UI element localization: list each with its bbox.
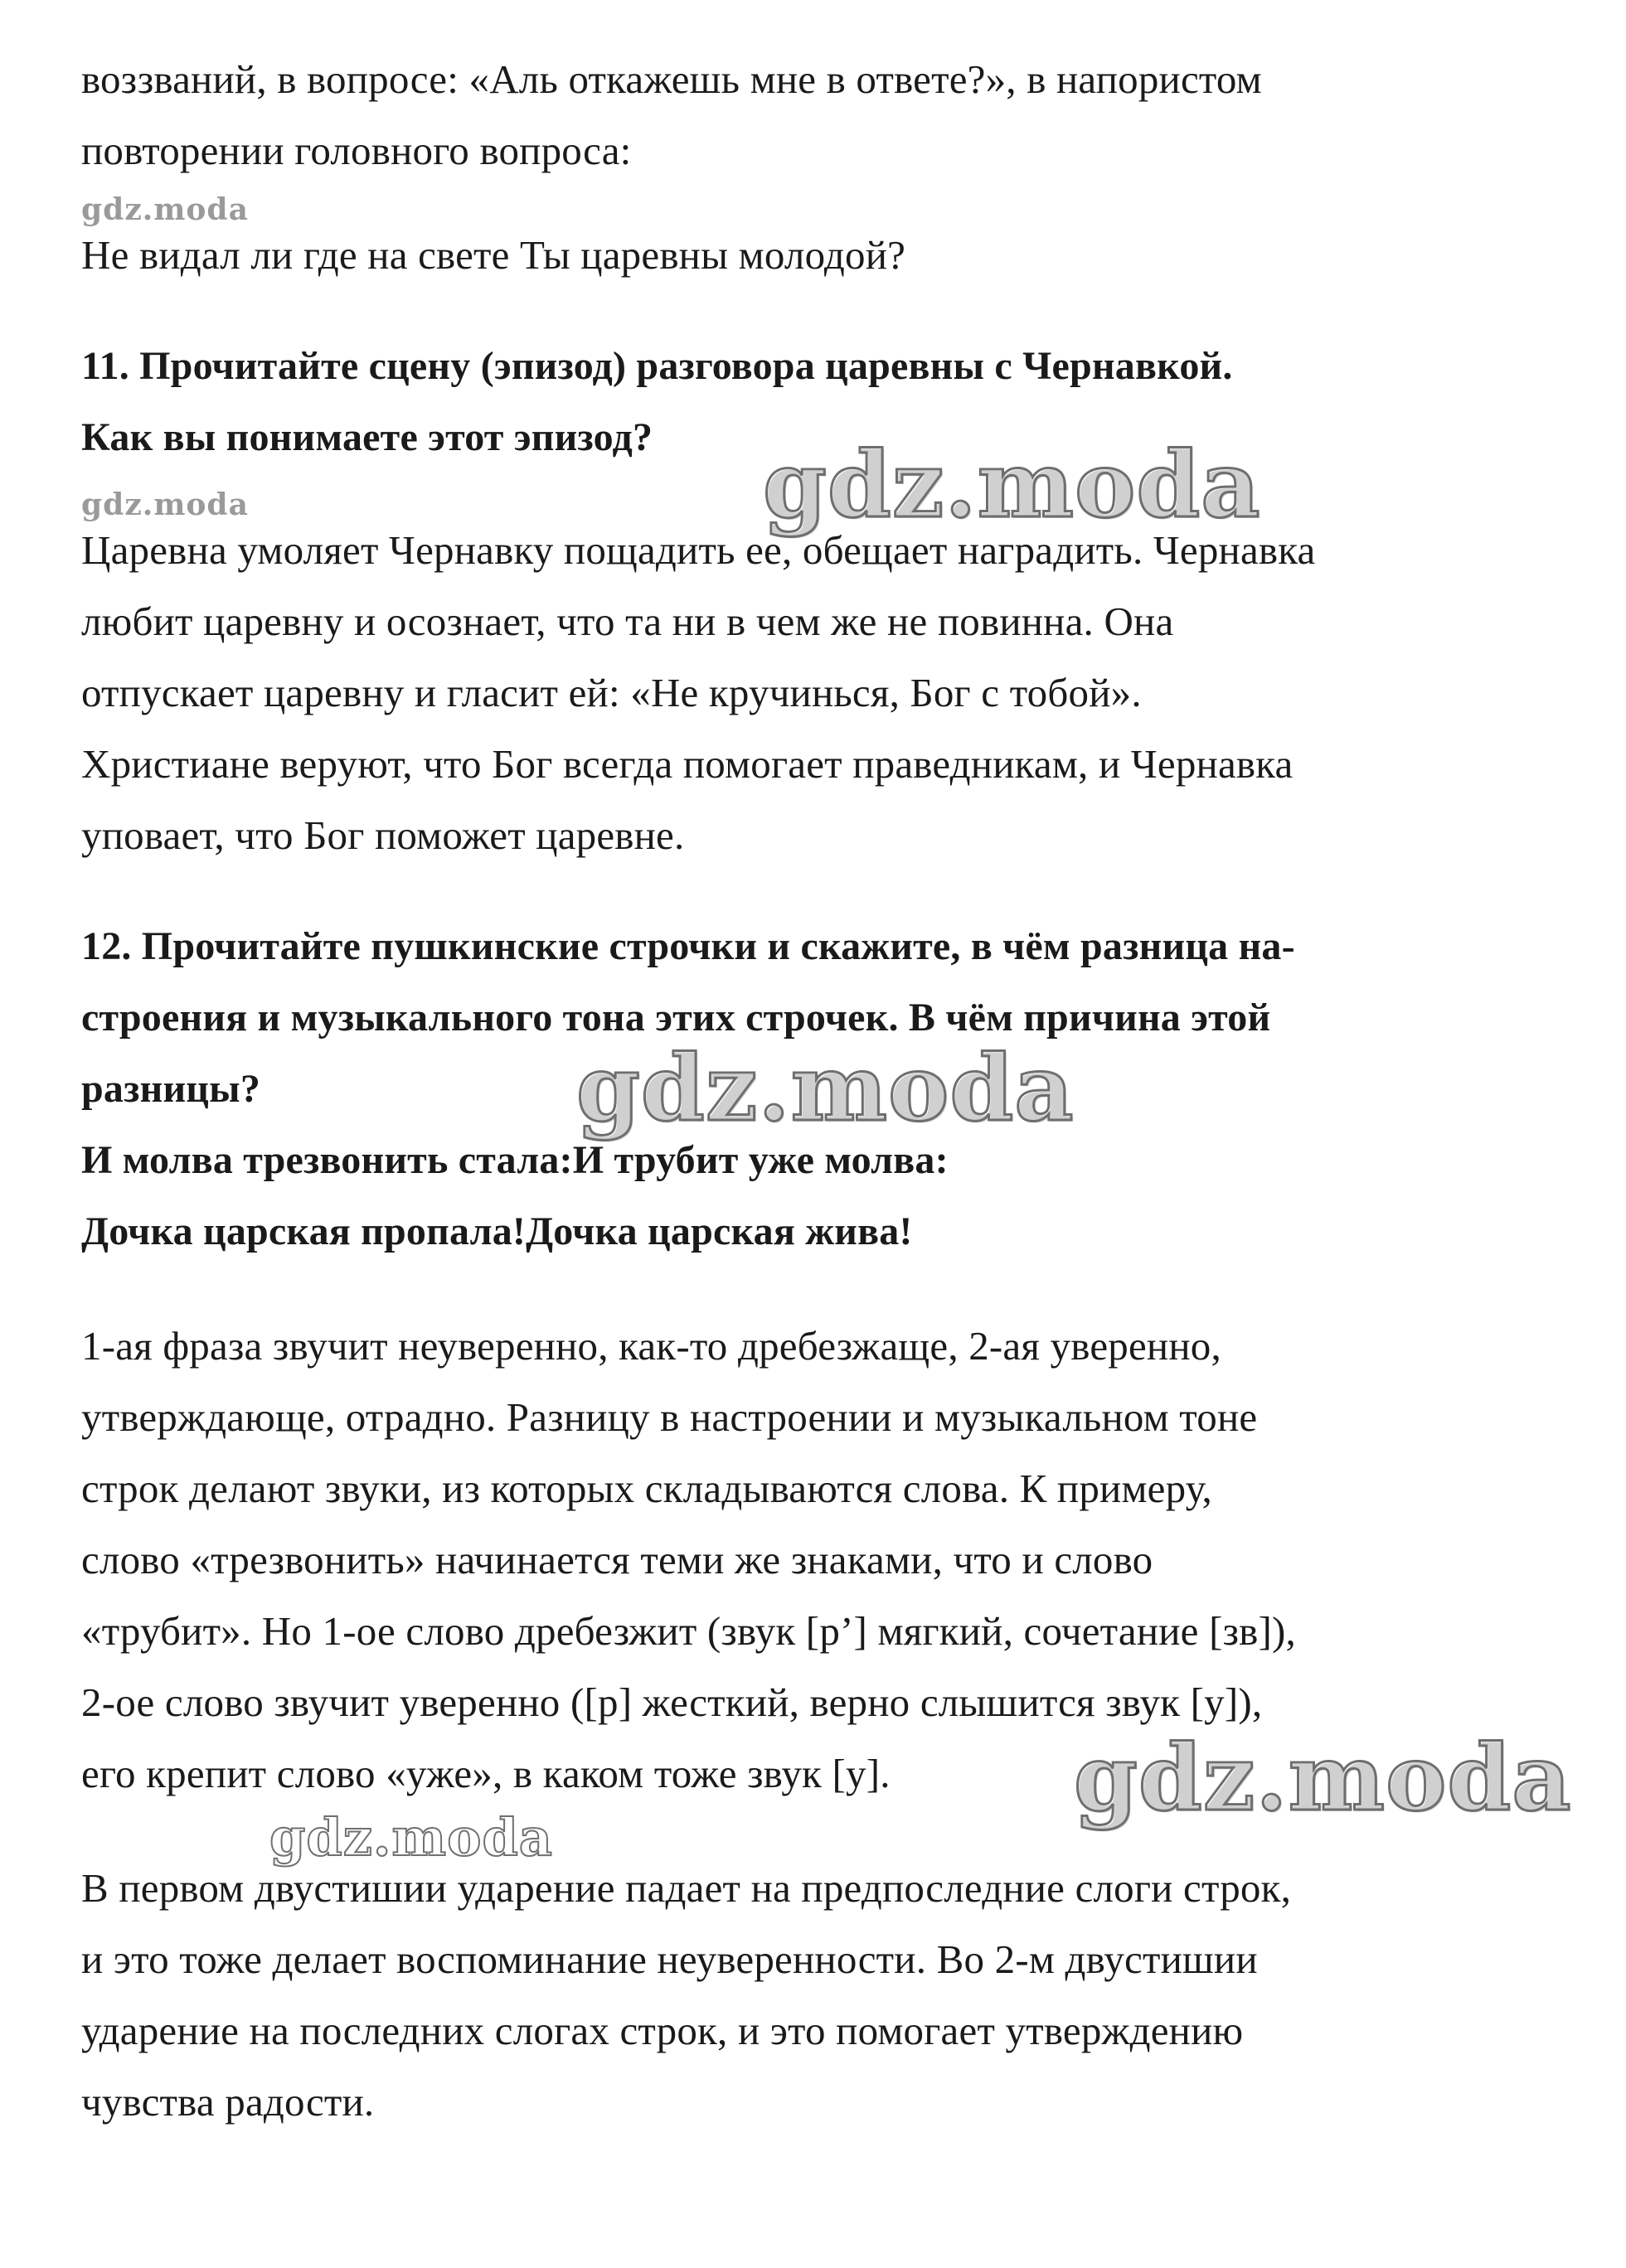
- q12-answer-line: ударение на последних слогах строк, и это помогает утверждению: [81, 2008, 1244, 2053]
- q12-answer-line: В первом двустишии ударение падает на предпоследние слоги строк,: [81, 1865, 1292, 1911]
- q11-answer-line: Царевна умоляет Чернавку пощадить ее, обещает наградить. Чернавка: [81, 527, 1316, 573]
- q12-answer-line: 1-ая фраза звучит неуверенно, как-то дребезжаще, 2-ая уверенно,: [81, 1323, 1221, 1369]
- watermark-small: gdz.moda: [81, 487, 249, 522]
- q11-answer-line: любит царевну и осознает, что та ни в чем же не повинна. Она: [81, 598, 1174, 644]
- watermark-large: gdz.moda: [763, 431, 1261, 538]
- q12-answer-line: утверждающе, отрадно. Разницу в настроении и музыкальном тоне: [81, 1394, 1258, 1440]
- intro-line: воззваний, в вопросе: «Аль откажешь мне в ответе?», в напористом: [81, 56, 1262, 102]
- q12-answer-line: чувства радости.: [81, 2079, 375, 2125]
- q11-heading: Как вы понимаете этот эпизод?: [81, 415, 653, 459]
- q12-heading: 12. Прочитайте пушкинские строчки и скажите, в чём разница на-: [81, 924, 1295, 968]
- q11-heading: 11. Прочитайте сцену (эпизод) разговора царевны с Чернавкой.: [81, 344, 1233, 388]
- q12-heading: разницы?: [81, 1067, 261, 1111]
- q12-heading: строения и музыкального тона этих строчек. В чём причина этой: [81, 996, 1271, 1040]
- q12-answer-line: 2-ое слово звучит уверенно ([р] жесткий, верно слышится звук [у]),: [81, 1679, 1263, 1725]
- watermark-large: gdz.moda: [1074, 1724, 1572, 1831]
- watermark-small: gdz.moda: [81, 192, 249, 227]
- q12-verse: Дочка царская пропала!Дочка царская жива!: [81, 1209, 913, 1253]
- q12-answer-line: строк делают звуки, из которых складываются слова. К примеру,: [81, 1466, 1212, 1511]
- q11-answer-line: уповает, что Бог поможет царевне.: [81, 812, 685, 858]
- q11-answer-line: Христиане веруют, что Бог всегда помогает праведникам, и Чернавка: [81, 741, 1294, 787]
- q12-answer-line: «трубит». Но 1-ое слово дребезжит (звук [р’] мягкий, сочетание [зв]),: [81, 1608, 1296, 1654]
- watermark-large: gdz.moda: [576, 1035, 1075, 1141]
- q12-verse: И молва трезвонить стала:И трубит уже молва:: [81, 1138, 949, 1182]
- q12-answer-line: и это тоже делает воспоминание неуверенности. Во 2-м двустишии: [81, 1936, 1258, 1982]
- q11-answer-line: отпускает царевну и гласит ей: «Не кручинься, Бог с тобой».: [81, 670, 1142, 715]
- q12-answer-line: его крепит слово «уже», в каком тоже звук [у].: [81, 1751, 891, 1796]
- q12-answer-line: слово «трезвонить» начинается теми же знаками, что и слово: [81, 1537, 1153, 1582]
- watermark-medium: gdz.moda: [269, 1807, 553, 1868]
- intro-line: повторении головного вопроса:: [81, 128, 632, 173]
- intro-verse: Не видал ли где на свете Ты царевны молодой?: [81, 232, 906, 278]
